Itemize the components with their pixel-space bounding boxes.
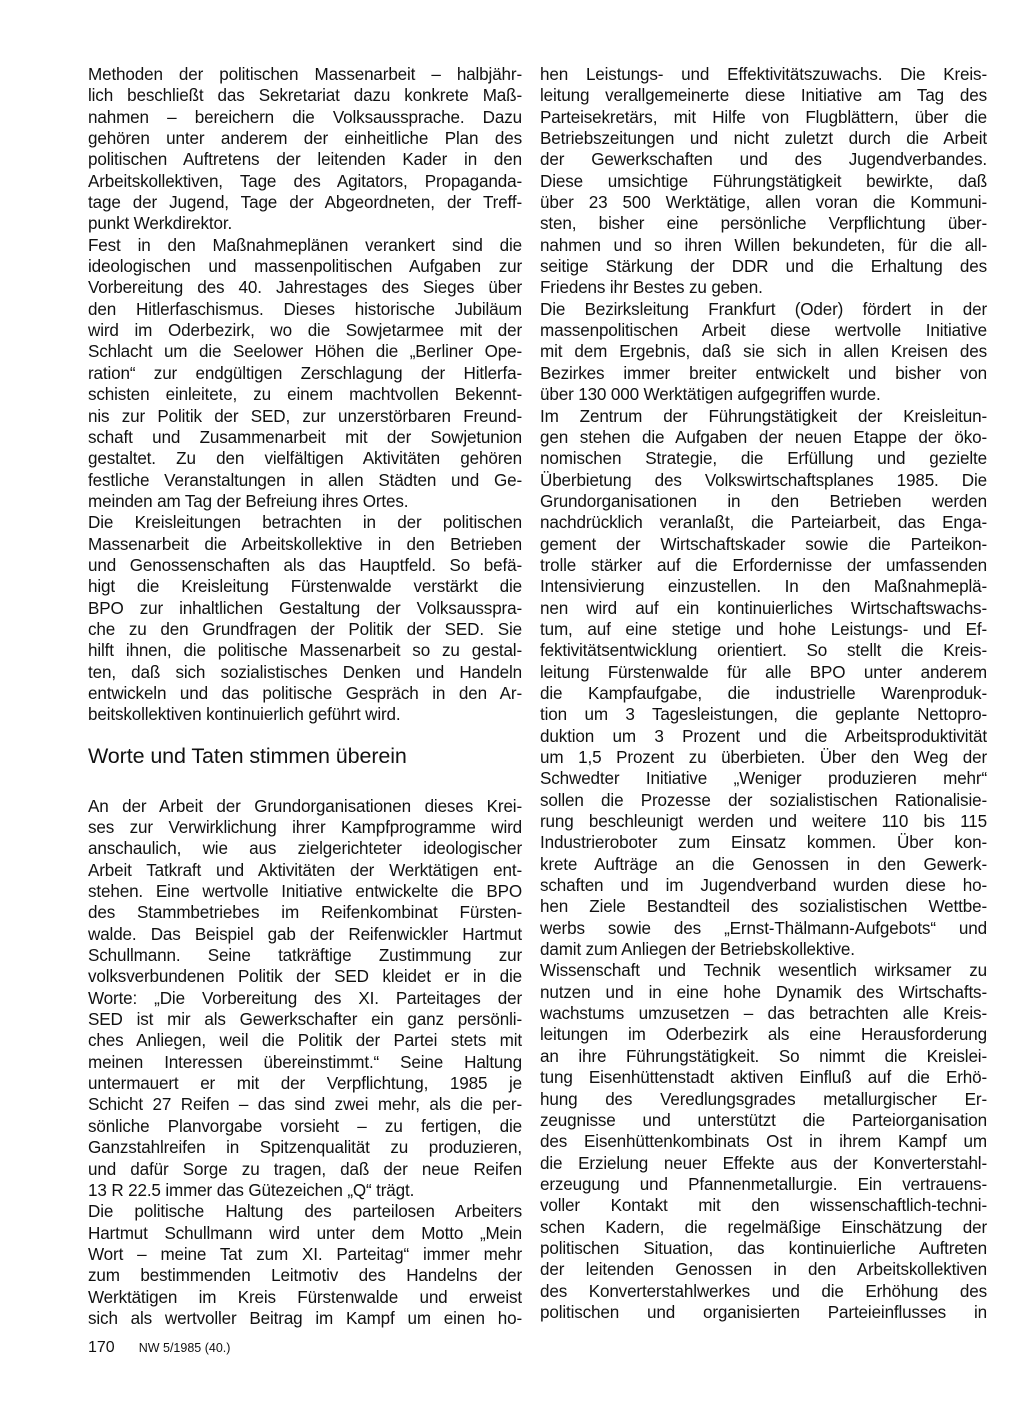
text-line: und Genossenschaften als das Hauptfeld. So befä- — [88, 555, 522, 575]
text-line: die Erzielung neuer Effekte aus der Konverterstahl- — [540, 1153, 987, 1173]
text-line: die Kampfaufgabe, die industrielle Warenproduk- — [540, 683, 987, 703]
text-line: Hartmut Schullmann wird unter dem Motto „Mein — [88, 1223, 522, 1243]
text-line: Die Kreisleitungen betrachten in der politischen — [88, 513, 522, 533]
text-line: massenpolitischen Arbeit diese wertvolle Initiative — [540, 321, 987, 341]
text-line: Die Bezirksleitung Frankfurt (Oder) fördert in der — [540, 299, 987, 319]
text-line: schaft und Zusammenarbeit mit der Sowjetunion — [88, 427, 522, 447]
text-line: hilft ihnen, die politische Massenarbeit so zu gestal- — [88, 641, 522, 661]
paragraph — [88, 1201, 522, 1329]
text-line: der leitenden Genossen in den Arbeitskollektiven — [540, 1260, 987, 1280]
right-column — [540, 64, 987, 1323]
text-line: schen Kadern, die regelmäßige Einschätzung der — [540, 1217, 987, 1237]
text-line: über 130 000 Werktätigen aufgegriffen wurde. — [540, 385, 881, 405]
text-line: gen stehen die Aufgaben der neuen Etappe der öko- — [540, 427, 987, 447]
text-line: politischen Situation, das kontinuierliche Auftreten — [540, 1238, 987, 1258]
text-line: sten, bisher eine persönliche Verpflichtung über- — [540, 214, 987, 234]
text-line: der Gewerkschaften und des Jugendverbandes. — [540, 150, 987, 170]
text-line: nis zur Politik der SED, zur unzerstörbaren Freund- — [88, 406, 522, 426]
text-line: Methoden der politischen Massenarbeit – halbjähr- — [88, 65, 522, 84]
text-line: sich als wertvoller Beitrag im Kampf um einen ho- — [88, 1308, 522, 1328]
text-line: Worte: „Die Vorbereitung des XI. Parteitages der — [88, 988, 522, 1008]
text-line: entwickeln und das politische Gespräch in den Ar- — [88, 683, 522, 703]
text-line: gehören unter anderem der einheitliche Plan des — [88, 129, 522, 149]
text-line: Arbeitskollektiven, Tage des Agitators, Propaganda- — [88, 171, 522, 191]
text-line: nachdrücklich veranlaßt, die Parteiarbeit, das Enga- — [540, 513, 987, 533]
text-line: zeugnisse und unterstützt die Parteiorganisation — [540, 1110, 987, 1130]
text-line: krete Aufträge an die Genossen in den Gewerk- — [540, 854, 987, 874]
text-line: BPO zur inhaltlichen Gestaltung der Volksausspra- — [88, 598, 522, 618]
text-line: fektivitätsentwicklung orientiert. So stellt die Kreis- — [540, 641, 987, 661]
text-line: higt die Kreisleitung Fürstenwalde verstärkt die — [88, 577, 522, 597]
text-line: Industrieroboter zum Einsatz kommen. Über kon- — [540, 833, 987, 853]
text-line: Parteisekretärs, mit Hilfe von Flugblättern, über die — [540, 107, 987, 127]
text-line: volksverbundenen Politik der SED kleidet er in die — [88, 967, 522, 987]
page-footer — [88, 1339, 230, 1357]
text-line: duktion um 3 Prozent und die Arbeitsproduktivität — [540, 726, 987, 746]
text-line: Die politische Haltung des parteilosen Arbeiters — [88, 1202, 522, 1222]
text-line: ration“ zur endgültigen Zerschlagung der Hitlerfa- — [88, 363, 522, 383]
text-line: untermauert er mit der Verpflichtung, 1985 je — [88, 1074, 522, 1094]
paragraph — [540, 406, 987, 961]
text-line: tion um 3 Tagesleistungen, die geplante Nettopro- — [540, 705, 987, 725]
text-line: um 1,5 Prozent zu überbieten. Über den Weg der — [540, 748, 987, 767]
paragraph — [540, 64, 987, 299]
text-line: che zu den Grundfragen der Politik der SED. Sie — [88, 619, 522, 639]
text-line: tage der Jugend, Tage der Abgeordneten, der Treff- — [88, 193, 522, 213]
paragraph — [88, 235, 522, 512]
text-line: zum bestimmenden Leitmotiv des Handelns der — [88, 1266, 522, 1286]
text-line: Schicht 27 Reifen – das sind zwei mehr, als die per- — [88, 1095, 522, 1115]
text-line: über 23 500 Werktätige, allen voran die Kommuni- — [540, 193, 987, 213]
text-line: schaften und im Jugendverband wurden diese ho- — [540, 876, 987, 896]
text-line: Bezirkes immer breiter entwickelt und bisher von — [540, 363, 987, 383]
text-line: und dafür Sorge zu tragen, daß der neue Reifen — [88, 1159, 522, 1179]
paragraph — [88, 796, 522, 1202]
text-line: festliche Veranstaltungen in allen Städten und Ge- — [88, 470, 522, 490]
text-line: ideologischen und massenpolitischen Aufgaben zur — [88, 257, 522, 277]
text-line: voller Kontakt mit den wissenschaftlich-techni- — [540, 1196, 987, 1216]
text-line: hen Ziele Bestandteil des sozialistischen Wettbe- — [540, 897, 987, 917]
left-column — [88, 64, 522, 1329]
text-line: ses zur Verwirklichung ihrer Kampfprogramme wird — [88, 818, 522, 837]
text-line: Diese umsichtige Führungstätigkeit bewirkte, daß — [540, 171, 987, 191]
text-line: des Eisenhüttenkombinats Ost in ihrem Kampf um — [540, 1132, 987, 1152]
text-line: anschaulich, wie aus zielgerichteter ideologischer — [88, 839, 522, 859]
text-line: erzeugung und Pfannenmetallurgie. Ein vertrauens- — [540, 1174, 987, 1194]
text-line: ten, daß sich sozialistisches Denken und Handeln — [88, 662, 522, 682]
text-line: beitskollektiven kontinuierlich geführt wird. — [88, 705, 401, 725]
text-line: politischen Auftretens der leitenden Kader in den — [88, 150, 522, 170]
section-heading: Worte und Taten stimmen überein — [88, 743, 407, 768]
text-line: Fest in den Maßnahmeplänen verankert sind die — [88, 235, 522, 255]
text-line: trolle stärker auf die Erfordernisse der umfassenden — [540, 555, 987, 575]
text-line: nomischen Strategie, die Erfüllung und gezielte — [540, 449, 987, 469]
text-line: meinden am Tag der Befreiung ihres Ortes. — [88, 491, 409, 511]
page-number: 170 — [88, 1339, 115, 1356]
text-line: seitige Stärkung der DDR und die Erhaltung des — [540, 257, 987, 277]
text-line: des Stammbetriebes im Reifenkombinat Fürsten- — [88, 903, 522, 923]
text-line: Vorbereitung des 40. Jahrestages des Sieges über — [88, 278, 522, 298]
text-line: rung beschleunigt werden und weitere 110 bis 115 — [540, 812, 987, 832]
text-line: tung Eisenhüttenstadt aktiven Einfluß auf die Erhö- — [540, 1068, 987, 1088]
text-line: tum, auf eine stetige und hohe Leistungs- und Ef- — [540, 619, 987, 639]
text-line: Wort – meine Tat zum XI. Parteitag“ immer mehr — [88, 1244, 522, 1264]
text-line: werbs sowie des „Ernst-Thälmann-Aufgebots“ und — [540, 918, 987, 938]
text-line: an ihre Führungstätigkeit. So nimmt die Kreislei- — [540, 1046, 987, 1066]
text-line: hung des Veredlungsgrades metallurgischer Er- — [540, 1089, 987, 1109]
paragraph — [540, 960, 987, 1323]
text-line: Überbietung des Volkswirtschaftsplanes 1985. Die — [540, 470, 987, 490]
text-line: gestaltet. Zu den vielfältigen Aktivitäten gehören — [88, 449, 522, 469]
text-line: nahmen – bereichern die Volksaussprache. Dazu — [88, 107, 522, 127]
text-line: Friedens ihr Bestes zu geben. — [540, 278, 763, 298]
text-line: Im Zentrum der Führungstätigkeit der Kreisleitun- — [540, 406, 987, 426]
text-line: leitung verallgemeinerte diese Initiative am Tag des — [540, 86, 987, 106]
text-line: Werktätigen im Kreis Fürstenwalde und erweist — [88, 1287, 522, 1307]
text-line: Ganzstahlreifen in Spitzenqualität zu produzieren, — [88, 1138, 522, 1158]
text-line: punkt Werkdirektor. — [88, 214, 233, 234]
text-line: den Hitlerfaschismus. Dieses historische Jubiläum — [88, 299, 522, 319]
text-line: SED ist mir als Gewerkschafter ein ganz persönli- — [88, 1010, 522, 1030]
text-line: leitung Fürstenwalde für alle BPO unter anderem — [540, 662, 987, 682]
text-line: leitungen im Oderbezirk als eine Herausforderung — [540, 1025, 987, 1045]
text-line: sollen die Prozesse der sozialistischen Rationalisie- — [540, 790, 987, 810]
text-line: des Konverterstahlwerkes und die Erhöhung des — [540, 1281, 987, 1301]
text-line: meinen Interessen übereinstimmt.“ Seine Haltung — [88, 1052, 522, 1072]
text-line: nahmen und so ihren Willen bekundeten, für die all- — [540, 235, 987, 255]
text-line: wachstums umzusetzen – das betrachten alle Kreis- — [540, 1004, 987, 1024]
text-line: politischen und organisierten Parteieinflusses in — [540, 1302, 987, 1322]
text-line: wird im Oderbezirk, wo die Sowjetarmee mit der — [88, 321, 522, 341]
text-line: stehen. Eine wertvolle Initiative entwickelte die BPO — [88, 882, 522, 902]
text-line: Arbeit Tatkraft und Aktivitäten der Werktätigen ent- — [88, 860, 522, 880]
text-line: Schullmann. Seine tatkräftige Zustimmung zur — [88, 946, 522, 966]
text-line: Grundorganisationen in den Betrieben werden — [540, 491, 987, 511]
text-line: Schwedter Initiative „Weniger produzieren mehr“ — [540, 769, 987, 789]
paragraph — [88, 512, 522, 725]
text-line: hen Leistungs- und Effektivitätszuwachs. Die Kreis- — [540, 65, 987, 84]
text-line: lich beschließt das Sekretariat dazu konkrete Maß- — [88, 86, 522, 106]
paragraph — [88, 64, 522, 235]
text-line: schisten einleitete, zu einem machtvollen Bekennt- — [88, 385, 522, 405]
text-line: Massenarbeit die Arbeitskollektive in den Betrieben — [88, 534, 522, 554]
text-line: Intensivierung einzustellen. In den Maßnahmeplä- — [540, 577, 987, 597]
issue-reference: NW 5/1985 (40.) — [138, 1341, 231, 1355]
text-line: damit zum Anliegen der Betriebskollektive. — [540, 940, 855, 960]
text-line: Schlacht um die Seelower Höhen die „Berliner Ope- — [88, 342, 522, 362]
text-line: gement der Wirtschaftskader sowie die Parteikon- — [540, 534, 987, 554]
text-line: nen wird auf ein kontinuierliches Wirtschaftswachs- — [540, 598, 987, 618]
text-line: nutzen und in eine hohe Dynamik des Wirtschafts- — [540, 982, 987, 1002]
text-line: An der Arbeit der Grundorganisationen dieses Krei- — [88, 796, 522, 816]
text-line: ches Anliegen, weil die Politik der Partei stets mit — [88, 1031, 522, 1051]
text-line: sönliche Planvorgabe vorsieht – zu fertigen, die — [88, 1116, 522, 1136]
text-line: Betriebszeitungen und nicht zuletzt durch die Arbeit — [540, 129, 987, 149]
text-line: mit dem Ergebnis, daß sie sich in allen Kreisen des — [540, 342, 987, 362]
text-line: walde. Das Beispiel gab der Reifenwickler Hartmut — [88, 924, 522, 944]
text-line: 13 R 22.5 immer das Gütezeichen „Q“ trägt. — [88, 1180, 415, 1200]
paragraph — [540, 299, 987, 406]
text-line: Wissenschaft und Technik wesentlich wirksamer zu — [540, 961, 987, 981]
